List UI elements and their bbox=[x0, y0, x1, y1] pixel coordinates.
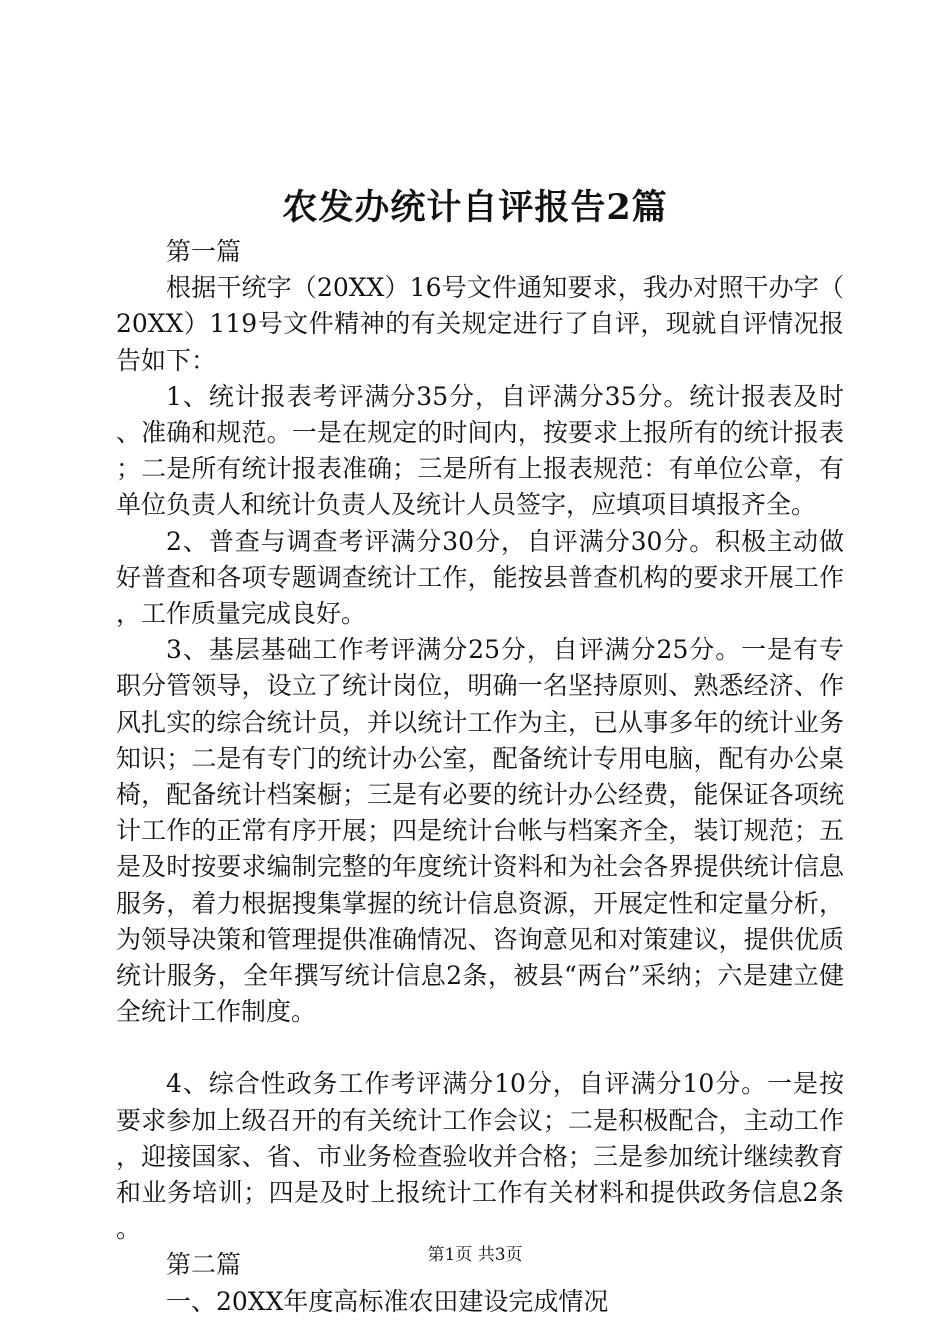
document-body bbox=[116, 234, 844, 1320]
intro-paragraph: 根据干统字（20XX）16号文件通知要求，我办对照干办字（20XX）119号文件精神的有关规定进行了自评，现就自评情况报告如下： bbox=[116, 273, 844, 375]
section-heading-part-one: 第一篇 bbox=[166, 237, 242, 266]
item-3-paragraph: 3、基层基础工作考评满分25分，自评满分25分。一是有专职分管领导，设立了统计岗位，明确一名坚持原则、熟悉经济、作风扎实的综合统计员，并以统计工作为主，已从事多年的统计业务知识；二是有专门的统计办公室，配备统计专用电脑，配有办公桌椅，配备统计档案橱；三是有必要的统计办公经费，能保证各项统计工作的正常有序开展；四是统计台帐与档案齐全，装订规范；五是及时按要求编制完整的年度统计资料和为社会各界提供统计信息服务，着力根据搜集掌握的统计信息资源，开展定性和定量分析，为领导决策和管理提供准确情况、咨询意见和对策建议，提供优质统计服务，全年撰写统计信息2条，被县“两台”采纳；六是建立健全统计工作制度。 bbox=[116, 635, 844, 1027]
item-4-paragraph: 4、综合性政务工作考评满分10分，自评满分10分。一是按要求参加上级召开的有关统计工作会议；二是积极配合，主动工作，迎接国家、省、市业务检查验收并合格；三是参加统计继续教育和业务培训；四是及时上报统计工作有关材料和提供政务信息2条。 bbox=[116, 1069, 844, 1244]
page-footer: 第1页 共3页 bbox=[427, 1245, 523, 1265]
section-heading-part-two: 第二篇 bbox=[166, 1250, 242, 1280]
document-title: 农发办统计自评报告2篇 bbox=[282, 187, 668, 228]
item-2-paragraph: 2、普查与调查考评满分30分，自评满分30分。积极主动做好普查和各项专题调查统计工作，能按县普查机构的要求开展工作，工作质量完成良好。 bbox=[116, 526, 844, 629]
item-1-paragraph: 1、统计报表考评满分35分，自评满分35分。统计报表及时、准确和规范。一是在规定的时间内，按要求上报所有的统计报表；二是所有统计报表准确；三是所有上报表规范：有单位公章，有单位负责人和统计负责人及统计人员签字，应填项目填报齐全。 bbox=[116, 381, 844, 520]
part-two-subheading: 一、20XX年度高标准农田建设完成情况 bbox=[166, 1286, 609, 1316]
